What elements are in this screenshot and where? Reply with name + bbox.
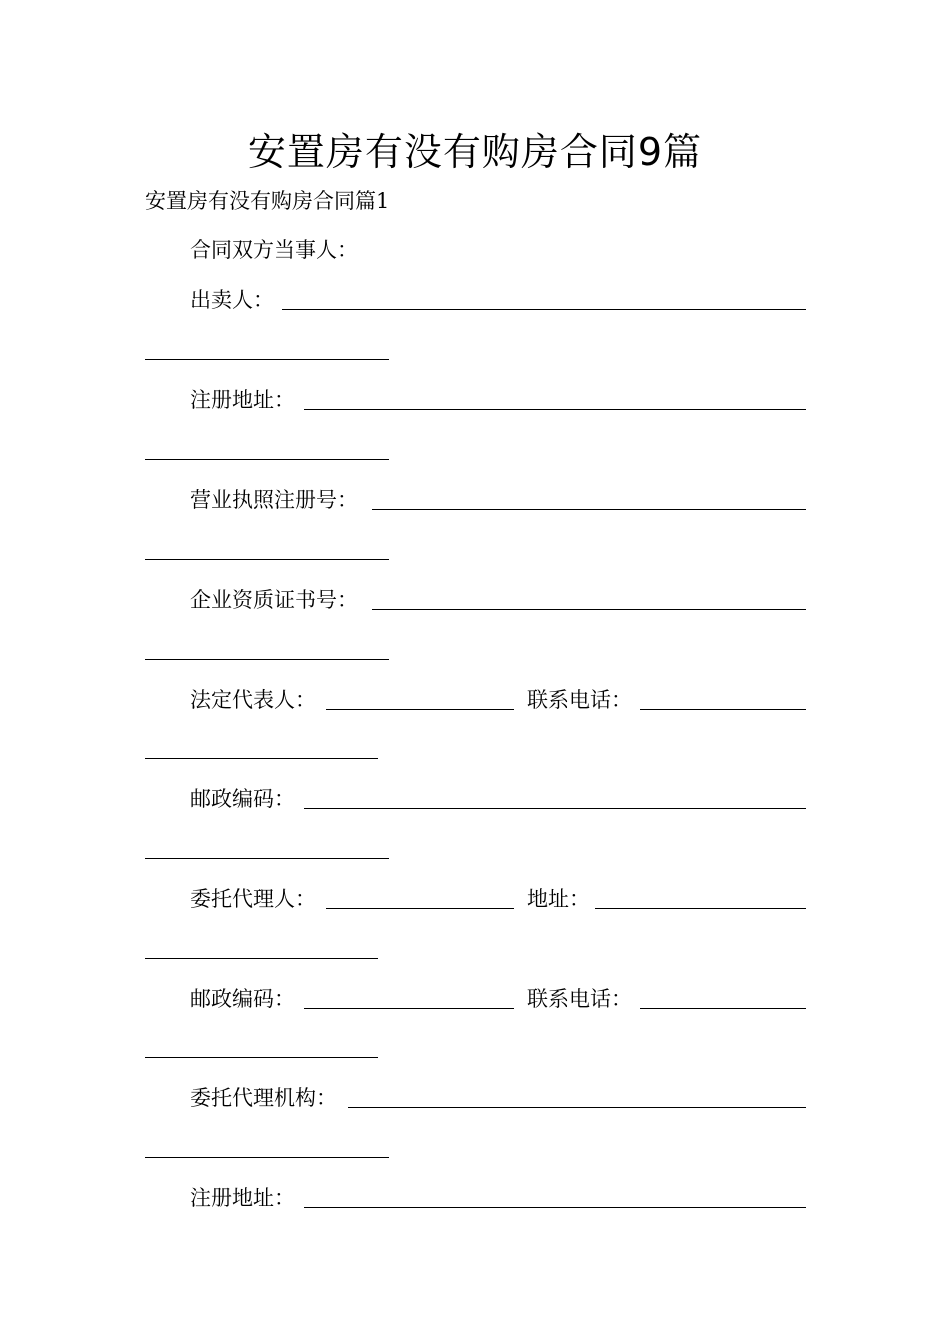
agent-label: 委托代理人： (190, 887, 316, 911)
document-title: 安置房有没有购房合同9篇 (247, 130, 703, 174)
parties-intro: 合同双方当事人： (190, 238, 358, 262)
agency-blank-continued[interactable] (145, 1157, 389, 1158)
address-label: 地址： (527, 887, 590, 911)
postcode-1-blank[interactable] (304, 808, 806, 809)
business-license-blank-continued[interactable] (145, 559, 389, 560)
registered-address-label: 注册地址： (190, 388, 295, 412)
qualification-cert-blank[interactable] (372, 609, 806, 610)
phone-2-blank[interactable] (640, 1008, 806, 1009)
postcode-1-line (0, 784, 950, 814)
legal-rep-label: 法定代表人： (190, 688, 316, 712)
agent-blank[interactable] (326, 908, 514, 909)
seller-blank-continued[interactable] (145, 359, 389, 360)
address-blank[interactable] (595, 908, 806, 909)
seller-label: 出卖人： (190, 288, 274, 312)
address-blank-continued[interactable] (145, 958, 378, 959)
agency-blank[interactable] (348, 1107, 806, 1108)
registered-address-2-line (0, 1183, 950, 1213)
legal-rep-line (0, 685, 950, 715)
postcode-2-label: 邮政编码： (190, 987, 295, 1011)
seller-blank[interactable] (282, 309, 806, 310)
registered-address-blank-continued[interactable] (145, 459, 389, 460)
agency-label: 委托代理机构： (190, 1086, 337, 1110)
phone-1-label: 联系电话： (527, 688, 632, 712)
postcode-2-blank[interactable] (304, 1008, 514, 1009)
postcode-1-blank-continued[interactable] (145, 858, 389, 859)
phone-2-label: 联系电话： (527, 987, 632, 1011)
phone-2-blank-continued[interactable] (145, 1057, 378, 1058)
legal-rep-blank[interactable] (326, 709, 514, 710)
phone-1-blank[interactable] (640, 709, 806, 710)
qualification-cert-blank-continued[interactable] (145, 659, 389, 660)
seller-line (0, 285, 950, 315)
phone-1-blank-continued[interactable] (145, 758, 378, 759)
business-license-label: 营业执照注册号： (190, 488, 358, 512)
qualification-cert-line (0, 585, 950, 615)
postcode-1-label: 邮政编码： (190, 787, 295, 811)
registered-address-line (0, 385, 950, 415)
business-license-blank[interactable] (372, 509, 806, 510)
registered-address-2-label: 注册地址： (190, 1186, 295, 1210)
registered-address-blank[interactable] (304, 409, 806, 410)
registered-address-2-blank[interactable] (304, 1207, 806, 1208)
agency-line (0, 1083, 950, 1113)
agent-line (0, 884, 950, 914)
section-heading: 安置房有没有购房合同篇1 (145, 189, 390, 213)
qualification-cert-label: 企业资质证书号： (190, 588, 358, 612)
business-license-line (0, 485, 950, 515)
postcode-2-line (0, 984, 950, 1014)
